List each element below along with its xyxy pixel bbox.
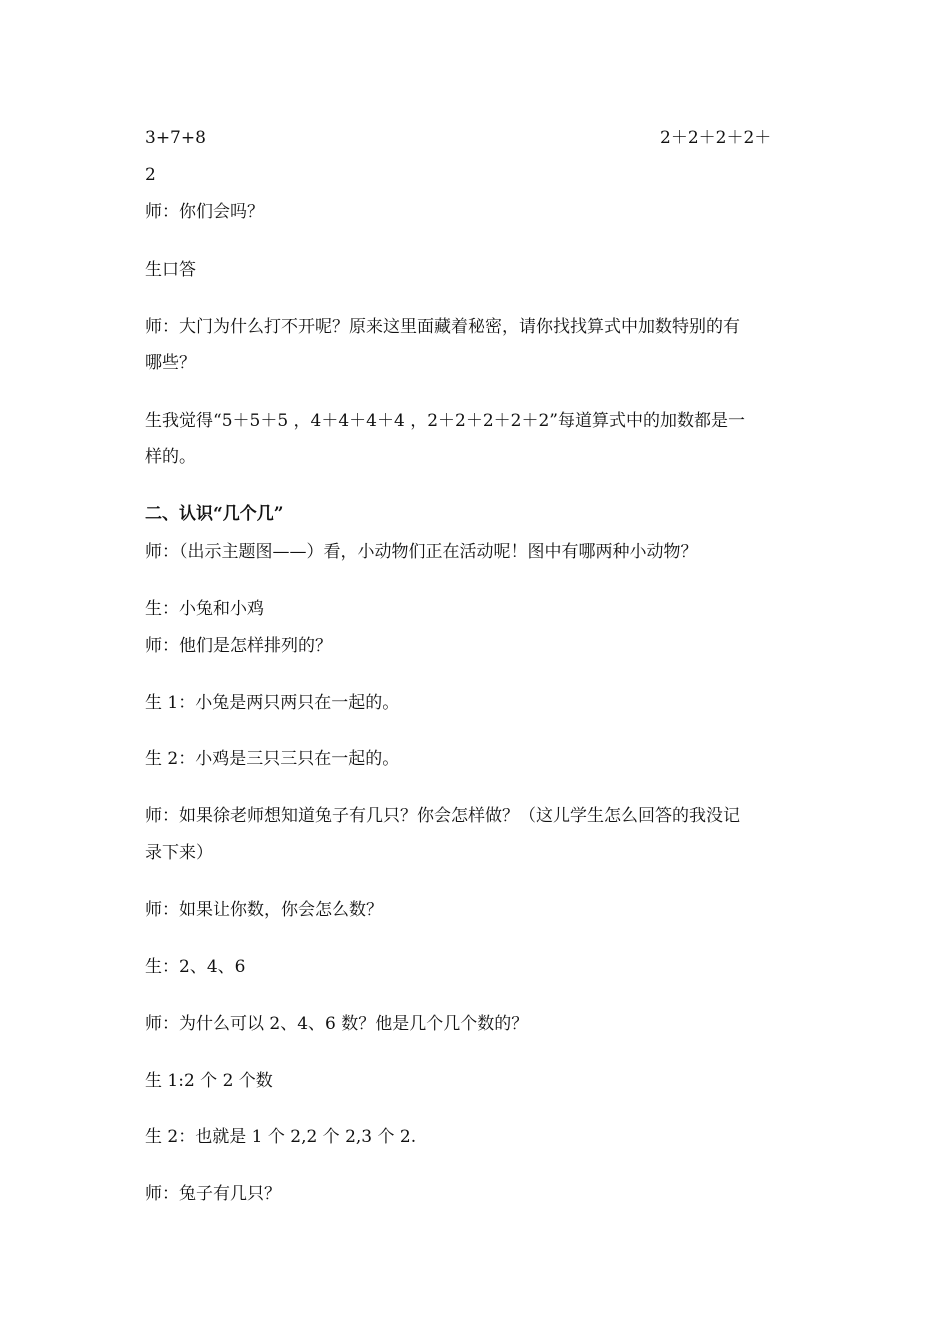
- student-line: 生：2、4、6: [145, 957, 246, 977]
- teacher-line-continued: 哪些？: [145, 353, 196, 373]
- expression-continuation: 2: [145, 165, 156, 185]
- student-line: 生 2：小鸡是三只三只在一起的。: [145, 749, 400, 769]
- teacher-line: 师：（出示主题图——）看，小动物们正在活动呢！图中有哪两种小动物？: [145, 542, 698, 562]
- teacher-line: 师：如果徐老师想知道兔子有几只？你会怎样做？（这儿学生怎么回答的我没记: [145, 806, 740, 826]
- teacher-line: 师：为什么可以 2、4、6 数？他是几个几个数的？: [145, 1014, 529, 1034]
- student-line: 生：小兔和小鸡: [145, 599, 264, 619]
- student-line: 生 2：也就是 1 个 2,2 个 2,3 个 2.: [145, 1127, 417, 1147]
- expression-2-repeated: 2＋2＋2＋2＋: [660, 128, 772, 148]
- teacher-line: 师：大门为什么打不开呢？原来这里面藏着秘密，请你找找算式中加数特别的有: [145, 317, 740, 337]
- expression-3-7-8: 3+7+8: [145, 128, 206, 148]
- student-line: 生我觉得“5＋5＋5 ，4＋4＋4＋4 ，2＋2＋2＋2＋2”每道算式中的加数都是一: [145, 411, 745, 431]
- teacher-line: 师：兔子有几只？: [145, 1184, 281, 1204]
- teacher-line: 师：如果让你数，你会怎么数？: [145, 900, 383, 920]
- student-line: 生 1：小兔是两只两只在一起的。: [145, 693, 400, 713]
- section-heading: 二、认识“几个几”: [145, 504, 284, 524]
- student-line: 生口答: [145, 260, 196, 280]
- teacher-line: 师：他们是怎样排列的？: [145, 636, 332, 656]
- student-line: 生 1:2 个 2 个数: [145, 1071, 273, 1091]
- student-line-continued: 样的。: [145, 447, 196, 467]
- teacher-line: 师：你们会吗？: [145, 202, 264, 222]
- teacher-line-continued: 录下来）: [145, 843, 213, 863]
